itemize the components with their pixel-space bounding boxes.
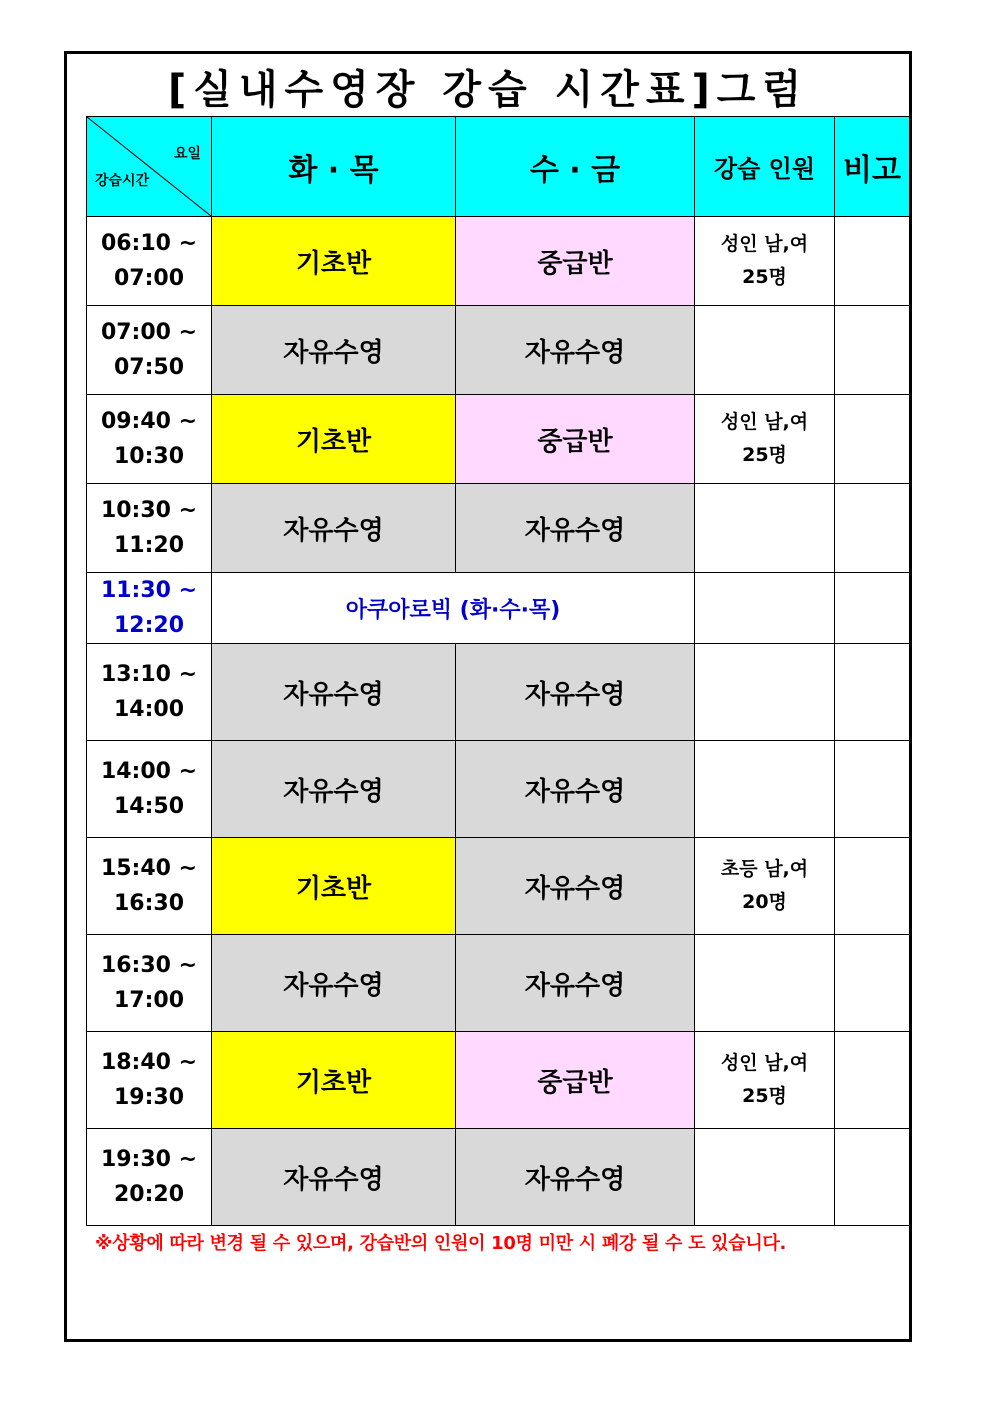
class-cell-tue-thu: 기초반 [212,217,456,306]
class-cell-wed-fri: 자유수영 [456,306,695,395]
time-start: 09:40 ~ [100,409,198,434]
table-row [87,395,910,484]
time-end: 14:00 [113,697,185,722]
time-start: 16:30 ~ [100,953,198,978]
note-cell [835,217,910,306]
corner-time-label: 강습시간 [95,173,150,189]
time-cell [87,1032,212,1129]
time-end: 10:30 [113,444,185,469]
time-cell [87,838,212,935]
time-cell [87,306,212,395]
table-row [87,306,910,395]
time-cell [87,217,212,306]
note-cell [835,306,910,395]
page-title: [실내수영장 강습 시간표]그럼 [167,67,809,113]
corner-day-label: 요일 [173,146,201,162]
time-cell [87,935,212,1032]
capacity-group: 성인 남,여 [720,411,809,433]
table-row [87,1129,910,1226]
note-cell [835,741,910,838]
time-end: 16:30 [113,891,185,916]
footnote: ※상황에 따라 변경 될 수 있으며, 강습반의 인원이 10명 미만 시 폐강 될 수 도 있습니다. [95,1233,787,1254]
time-start: 14:00 ~ [100,759,198,784]
capacity-count: 25명 [742,444,787,466]
time-cell [87,741,212,838]
table-row [87,217,910,306]
time-end: 11:20 [113,533,185,558]
class-cell-tue-thu: 자유수영 [212,484,456,573]
capacity-cell [695,395,835,484]
header-tue-thu: 화 · 목 [212,117,456,217]
class-cell-tue-thu: 기초반 [212,1032,456,1129]
class-cell-wed-fri: 자유수영 [456,644,695,741]
capacity-cell [695,306,835,395]
time-start: 10:30 ~ [100,498,198,523]
time-start: 18:40 ~ [100,1050,198,1075]
time-end: 12:20 [113,613,185,638]
table-row [87,484,910,573]
header-wed-fri: 수 · 금 [456,117,695,217]
header-row [87,117,910,217]
capacity-cell [695,741,835,838]
note-cell [835,1032,910,1129]
note-cell [835,838,910,935]
capacity-group: 초등 남,여 [720,858,809,880]
capacity-count: 25명 [742,1085,787,1107]
capacity-cell [695,1032,835,1129]
table-row [87,1032,910,1129]
class-cell-tue-thu: 기초반 [212,838,456,935]
header-capacity: 강습 인원 [695,117,835,217]
class-cell-wed-fri: 자유수영 [456,741,695,838]
table-row [87,741,910,838]
capacity-cell [695,935,835,1032]
schedule-table [86,116,910,1226]
class-cell-wed-fri: 중급반 [456,217,695,306]
table-row [87,935,910,1032]
class-cell-wed-fri: 자유수영 [456,1129,695,1226]
table-row [87,644,910,741]
time-cell [87,395,212,484]
page-frame [64,51,912,1342]
aquarobics-cell: 아쿠아로빅 (화·수·목) [212,573,695,644]
capacity-cell [695,838,835,935]
class-cell-wed-fri: 자유수영 [456,484,695,573]
time-start: 13:10 ~ [100,662,198,687]
diagonal-line [87,117,211,216]
note-cell [835,573,910,644]
note-cell [835,395,910,484]
capacity-cell [695,1129,835,1226]
class-cell-tue-thu: 자유수영 [212,306,456,395]
class-cell-tue-thu: 자유수영 [212,644,456,741]
note-cell [835,1129,910,1226]
class-cell-tue-thu: 자유수영 [212,741,456,838]
capacity-cell [695,573,835,644]
class-cell-wed-fri: 자유수영 [456,935,695,1032]
time-cell [87,573,212,644]
class-cell-tue-thu: 기초반 [212,395,456,484]
table-row [87,573,910,644]
class-cell-wed-fri: 중급반 [456,395,695,484]
time-start: 19:30 ~ [100,1147,198,1172]
time-start: 07:00 ~ [100,320,198,345]
class-cell-wed-fri: 중급반 [456,1032,695,1129]
class-cell-tue-thu: 자유수영 [212,1129,456,1226]
header-note: 비고 [835,117,910,217]
class-cell-tue-thu: 자유수영 [212,935,456,1032]
class-cell-wed-fri: 자유수영 [456,838,695,935]
capacity-cell [695,217,835,306]
capacity-cell [695,484,835,573]
capacity-cell [695,644,835,741]
schedule-body [87,217,910,1226]
time-cell [87,644,212,741]
time-end: 20:20 [113,1182,185,1207]
capacity-count: 20명 [742,891,787,913]
time-end: 19:30 [113,1085,185,1110]
time-end: 07:50 [113,355,185,380]
time-cell [87,1129,212,1226]
capacity-group: 성인 남,여 [720,1052,809,1074]
time-end: 07:00 [113,266,185,291]
note-cell [835,935,910,1032]
capacity-count: 25명 [742,266,787,288]
time-start: 06:10 ~ [100,231,198,256]
time-end: 14:50 [113,794,185,819]
table-row [87,838,910,935]
corner-header [87,117,212,217]
time-start: 11:30 ~ [100,578,198,603]
capacity-group: 성인 남,여 [720,233,809,255]
time-cell [87,484,212,573]
note-cell [835,644,910,741]
time-start: 15:40 ~ [100,856,198,881]
note-cell [835,484,910,573]
time-end: 17:00 [113,988,185,1013]
